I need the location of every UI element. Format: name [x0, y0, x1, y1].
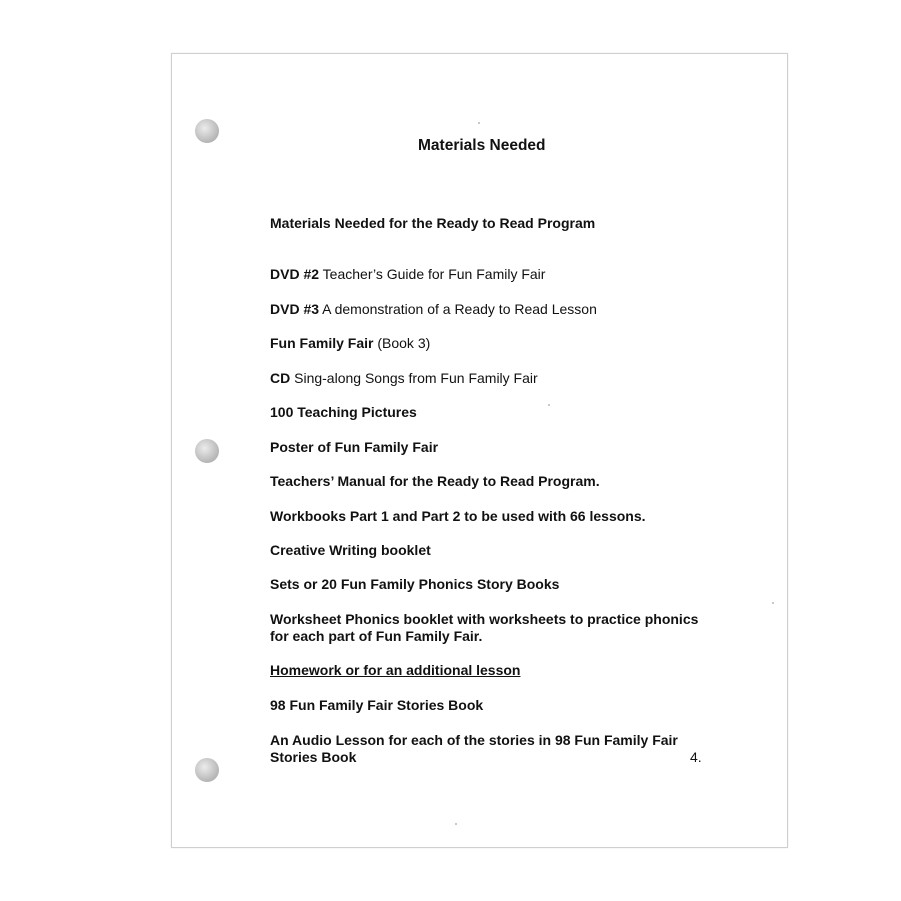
list-item-cd: [270, 370, 538, 387]
list-item-creative-writing: Creative Writing booklet: [270, 542, 431, 558]
list-item-worksheet-phonics-continued: for each part of Fun Family Fair.: [270, 628, 483, 644]
list-item-description: Sing-along Songs from Fun Family Fair: [290, 370, 538, 386]
list-item-audio-lesson: An Audio Lesson for each of the stories in 98 Fun Family Fair: [270, 732, 678, 748]
list-item-description: (Book 3): [373, 335, 431, 351]
list-item-audio-lesson-continued: Stories Book: [270, 749, 357, 765]
paper-speck: [455, 823, 457, 825]
document-subtitle: Materials Needed for the Ready to Read Program: [270, 215, 596, 231]
list-item-label: CD: [270, 370, 291, 386]
list-item-poster: Poster of Fun Family Fair: [270, 439, 439, 455]
list-item-label: DVD #2: [270, 266, 320, 282]
list-item-label: Fun Family Fair: [270, 335, 374, 351]
list-item-workbooks: Workbooks Part 1 and Part 2 to be used with 66 lessons.: [270, 508, 646, 524]
section-heading-homework: Homework or for an additional lesson: [270, 662, 521, 678]
list-item-description: A demonstration of a Ready to Read Lesson: [319, 301, 597, 317]
paper-sheet: [171, 53, 788, 848]
list-item-story-books: Sets or 20 Fun Family Phonics Story Books: [270, 576, 560, 592]
list-item-description: Teacher’s Guide for Fun Family Fair: [319, 266, 546, 282]
paper-speck: [548, 404, 550, 406]
list-item-book3: [270, 335, 430, 352]
list-item-dvd2: [270, 266, 545, 283]
punch-hole-top: [195, 119, 219, 143]
list-item-teaching-pictures: 100 Teaching Pictures: [270, 404, 417, 420]
paper-speck: [772, 602, 774, 604]
page-title: Materials Needed: [418, 137, 546, 154]
paper-speck: [478, 122, 480, 124]
list-item-stories-book: 98 Fun Family Fair Stories Book: [270, 697, 484, 713]
punch-hole-bottom: [195, 758, 219, 782]
list-item-dvd3: [270, 301, 597, 318]
list-item-worksheet-phonics: Worksheet Phonics booklet with worksheets to practice phonics: [270, 611, 699, 627]
page-number: 4.: [690, 749, 702, 765]
list-item-label: DVD #3: [270, 301, 320, 317]
list-item-teachers-manual: Teachers’ Manual for the Ready to Read Program.: [270, 473, 600, 489]
punch-hole-middle: [195, 439, 219, 463]
